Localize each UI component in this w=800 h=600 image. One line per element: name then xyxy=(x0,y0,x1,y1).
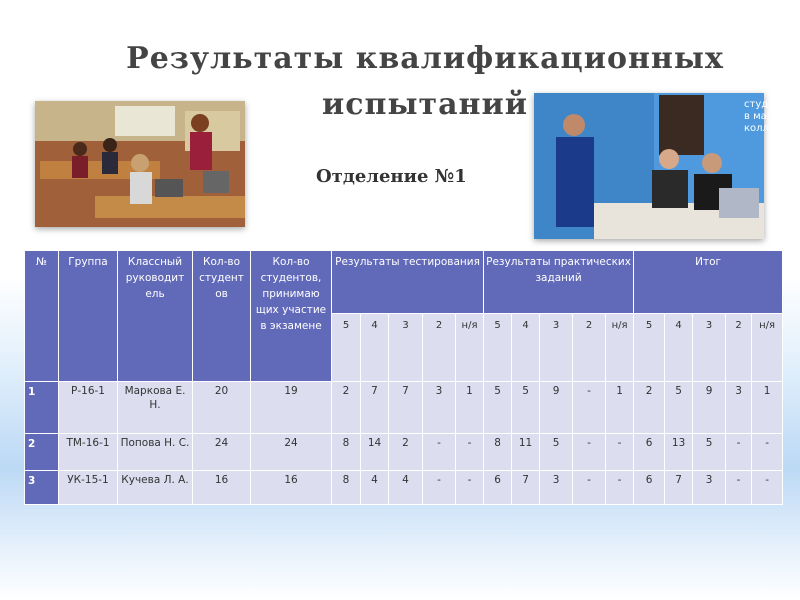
grade-label-testing: 2 xyxy=(423,314,456,382)
grade-label-practical: 5 xyxy=(484,314,512,382)
table-row xyxy=(25,382,783,434)
row-testing-value: 1 xyxy=(456,382,484,434)
grade-label-practical: 2 xyxy=(573,314,606,382)
grade-label-practical: 4 xyxy=(512,314,540,382)
row-total-value: - xyxy=(726,471,752,505)
row-count: 16 xyxy=(193,471,251,505)
classroom-illustration xyxy=(35,101,245,227)
row-testing-value: 8 xyxy=(332,434,361,471)
row-practical-value: 3 xyxy=(540,471,573,505)
row-practical-value: 9 xyxy=(540,382,573,434)
grade-label-total: 4 xyxy=(665,314,693,382)
exam-photo xyxy=(534,93,779,239)
row-total-value: 6 xyxy=(634,434,665,471)
row-testing-value: - xyxy=(423,434,456,471)
row-practical-value: 5 xyxy=(512,382,540,434)
row-group: УК-15-1 xyxy=(59,471,118,505)
grade-label-total: 3 xyxy=(693,314,726,382)
row-teacher: Попова Н. С. xyxy=(118,434,193,471)
row-testing-value: - xyxy=(423,471,456,505)
page-title: Результаты квалификационных испытаний xyxy=(126,41,724,122)
row-practical-value: 8 xyxy=(484,434,512,471)
wall-text-1: студе xyxy=(744,99,775,110)
row-total-value: 2 xyxy=(634,382,665,434)
row-total-value: 6 xyxy=(634,471,665,505)
row-practical-value: - xyxy=(606,434,634,471)
row-total-value: 1 xyxy=(752,382,783,434)
row-num: 2 xyxy=(25,434,59,471)
row-testing-value: 7 xyxy=(361,382,389,434)
grade-label-practical: н/я xyxy=(606,314,634,382)
row-total-value: - xyxy=(726,434,752,471)
row-count: 20 xyxy=(193,382,251,434)
row-total-value: 5 xyxy=(665,382,693,434)
header-teacher: Классный руководит ель xyxy=(118,251,193,382)
row-practical-value: 7 xyxy=(512,471,540,505)
row-practical-value: 6 xyxy=(484,471,512,505)
row-total-value: - xyxy=(752,471,783,505)
row-testing-value: 3 xyxy=(423,382,456,434)
department-subtitle: Отделение №1 xyxy=(316,166,467,187)
row-practical-value: - xyxy=(573,382,606,434)
row-total-value: 5 xyxy=(693,434,726,471)
grade-label-testing: 4 xyxy=(361,314,389,382)
row-testing-value: - xyxy=(456,471,484,505)
grade-label-total: 2 xyxy=(726,314,752,382)
header-total: Итог xyxy=(634,251,783,314)
row-testing-value: 2 xyxy=(389,434,423,471)
grade-label-total: 5 xyxy=(634,314,665,382)
grade-label-testing: н/я xyxy=(456,314,484,382)
grade-label-practical: 3 xyxy=(540,314,573,382)
wall-text-3: колле xyxy=(744,123,776,134)
row-testing-value: 4 xyxy=(389,471,423,505)
grade-label-total: н/я xyxy=(752,314,783,382)
row-practical-value: - xyxy=(573,471,606,505)
row-practical-value: - xyxy=(573,434,606,471)
row-participants: 19 xyxy=(251,382,332,434)
row-testing-value: 8 xyxy=(332,471,361,505)
row-practical-value: 5 xyxy=(540,434,573,471)
header-group: Группа xyxy=(59,251,118,382)
table-row xyxy=(25,434,783,471)
row-testing-value: 14 xyxy=(361,434,389,471)
header-testing: Результаты тестирования xyxy=(332,251,484,314)
row-count: 24 xyxy=(193,434,251,471)
table-row xyxy=(25,471,783,505)
header-participants: Кол-во студентов, принимаю щих участие в экзамене xyxy=(251,251,332,382)
row-testing-value: 7 xyxy=(389,382,423,434)
row-total-value: 9 xyxy=(693,382,726,434)
results-table xyxy=(24,250,783,505)
row-participants: 16 xyxy=(251,471,332,505)
header-practical: Результаты практических заданий xyxy=(484,251,634,314)
row-practical-value: - xyxy=(606,471,634,505)
exam-illustration xyxy=(534,93,779,239)
row-group: Р-16-1 xyxy=(59,382,118,434)
classroom-photo xyxy=(35,101,245,227)
header-count: Кол-во студент ов xyxy=(193,251,251,382)
row-practical-value: 5 xyxy=(484,382,512,434)
row-total-value: 13 xyxy=(665,434,693,471)
row-total-value: - xyxy=(752,434,783,471)
row-num: 1 xyxy=(25,382,59,434)
row-teacher: Кучева Л. А. xyxy=(118,471,193,505)
row-practical-value: 1 xyxy=(606,382,634,434)
grade-label-testing: 5 xyxy=(332,314,361,382)
row-group: ТМ-16-1 xyxy=(59,434,118,471)
row-practical-value: 11 xyxy=(512,434,540,471)
row-num: 3 xyxy=(25,471,59,505)
row-testing-value: 2 xyxy=(332,382,361,434)
row-testing-value: - xyxy=(456,434,484,471)
row-participants: 24 xyxy=(251,434,332,471)
row-teacher: Маркова Е. Н. xyxy=(118,382,193,434)
row-total-value: 3 xyxy=(693,471,726,505)
row-total-value: 3 xyxy=(726,382,752,434)
grade-label-testing: 3 xyxy=(389,314,423,382)
row-total-value: 7 xyxy=(665,471,693,505)
wall-text-2: в маст xyxy=(744,111,779,122)
row-testing-value: 4 xyxy=(361,471,389,505)
header-num: № xyxy=(25,251,59,382)
